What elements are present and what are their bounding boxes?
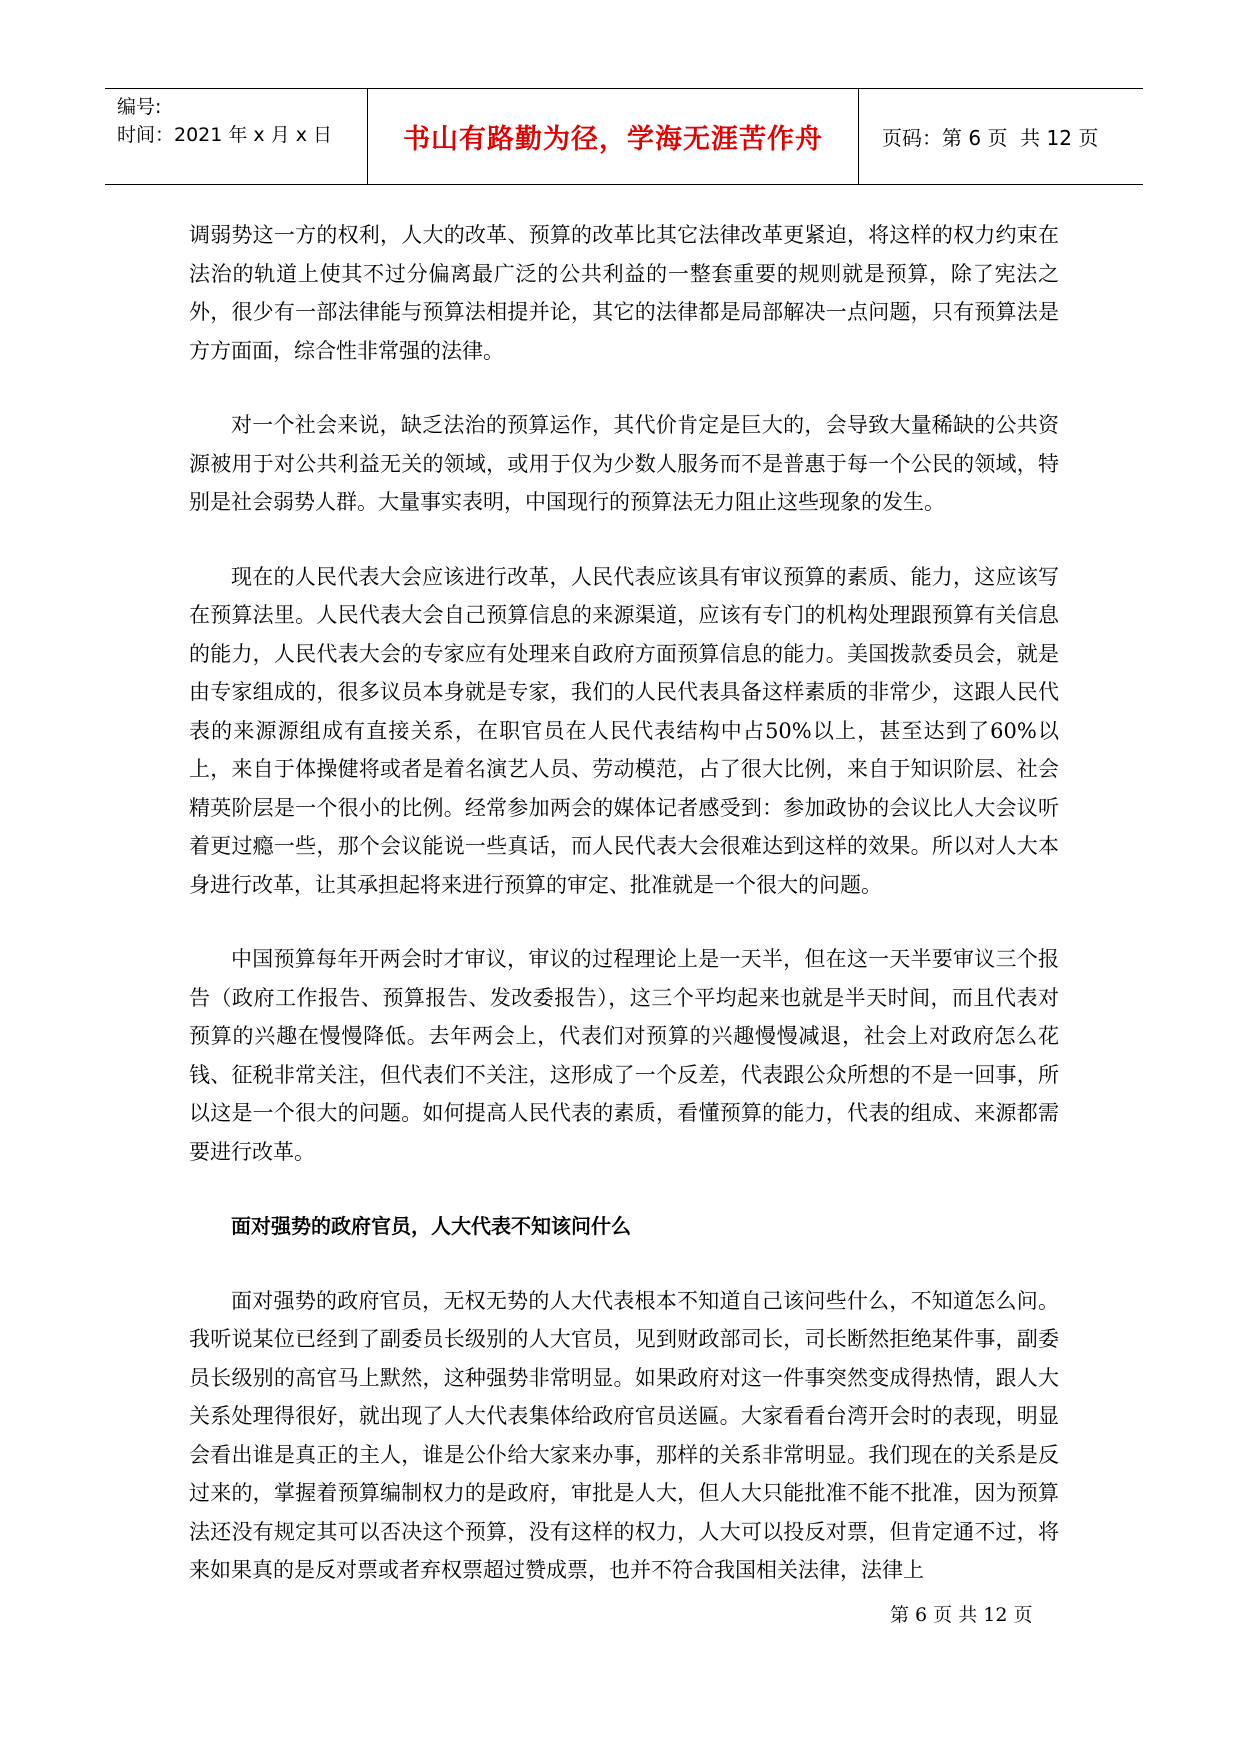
- header-meta: [105, 89, 368, 184]
- document-number-label: 编号:: [117, 96, 162, 118]
- body-paragraph: 中国预算每年开两会时才审议，审议的过程理论上是一天半，但在这一天半要审议三个报告（政府工作报告、预算报告、发改委报告），这三个平均起来也就是半天时间，而且代表对预算的兴趣在慢慢降低。去年两会上，代表们对预算的兴趣慢慢减退，社会上对政府怎么花钱、征税非常关注，但代表们不关注，这形成了一个反差，代表跟公众所想的不是一回事，所以这是一个很大的问题。如何提高人民代表的素质，看懂预算的能力，代表的组成、来源都需要进行改革。: [189, 947, 1059, 1164]
- body-paragraph: 现在的人民代表大会应该进行改革，人民代表应该具有审议预算的素质、能力，这应该写在预算法里。人民代表大会自己预算信息的来源渠道，应该有专门的机构处理跟预算有关信息的能力，人民代表大会的专家应有处理来自政府方面预算信息的能力。美国拨款委员会，就是由专家组成的，很多议员本身就是专家，我们的人民代表具备这样素质的非常少，这跟人民代表的来源源组成有直接关系，在职官员在人民代表结构中占50%以上，甚至达到了60%以上，来自于体操健将或者是着名演艺人员、劳动模范，占了很大比例，来自于知识阶层、社会精英阶层是一个很小的比例。经常参加两会的媒体记者感受到：参加政协的会议比人大会议听着更过瘾一些，那个会议能说一些真话，而人民代表大会很难达到这样的效果。所以对人大本身进行改革，让其承担起将来进行预算的审定、批准就是一个很大的问题。: [189, 564, 1059, 897]
- body-paragraph: 面对强势的政府官员，无权无势的人大代表根本不知道自己该问些什么，不知道怎么问。我听说某位已经到了副委员长级别的人大官员，见到财政部司长，司长断然拒绝某件事，副委员长级别的高官马上默然，这种强势非常明显。如果政府对这一件事突然变成得热情，跟人大关系处理得很好，就出现了人大代表集体给政府官员送匾。大家看看台湾开会时的表现，明显会看出谁是真正的主人，谁是公仆给大家来办事，那样的关系非常明显。我们现在的关系是反过来的，掌握着预算编制权力的是政府，审批是人大，但人大只能批准不能不批准，因为预算法还没有规定其可以否决这个预算，没有这样的权力，人大可以投反对票，但肯定通不过，将来如果真的是反对票或者弃权票超过赞成票，也并不符合我国相关法律，法律上: [189, 1288, 1059, 1582]
- header-motto: 书山有路勤为径，学海无涯苦作舟: [368, 89, 859, 184]
- page-footer: 第 6 页 共 12 页: [890, 1604, 1033, 1626]
- document-body: [189, 216, 1059, 1626]
- header-page-info: 页码：第 6 页 共 12 页: [882, 126, 1099, 150]
- body-paragraph: 对一个社会来说，缺乏法治的预算运作，其代价肯定是巨大的，会导致大量稀缺的公共资源被用于对公共利益无关的领域，或用于仅为少数人服务而不是普惠于每一个公民的领域，特别是社会弱势人群。大量事实表明，中国现行的预算法无力阻止这些现象的发生。: [189, 413, 1059, 514]
- section-heading: 面对强势的政府官员，人大代表不知该问什么: [231, 1214, 631, 1238]
- document-time-label: 时间：2021 年 x 月 x 日: [117, 124, 333, 146]
- body-paragraph: 调弱势这一方的权利，人大的改革、预算的改革比其它法律改革更紧迫，将这样的权力约束在法治的轨道上使其不过分偏离最广泛的公共利益的一整套重要的规则就是预算，除了宪法之外，很少有一部法律能与预算法相提并论，其它的法律都是局部解决一点问题，只有预算法是方方面面，综合性非常强的法律。: [189, 223, 1059, 363]
- page-header: [105, 88, 1143, 185]
